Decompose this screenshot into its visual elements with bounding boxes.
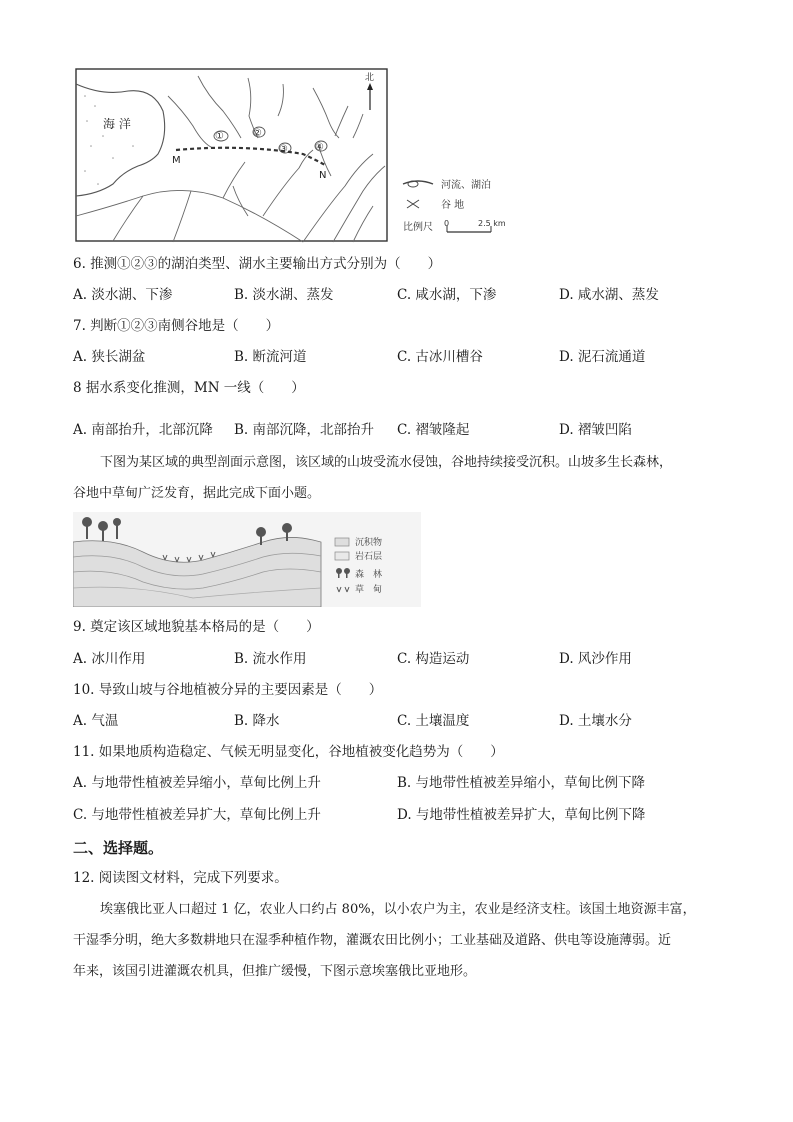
q7-option-a: A. 狭长湖盆 bbox=[73, 349, 146, 365]
q10-option-c: C. 土壤温度 bbox=[397, 713, 470, 729]
question-8-stem: 8 据水系变化推测，MN 一线（ ） bbox=[73, 380, 305, 396]
point-m-label: M bbox=[172, 155, 181, 166]
svg-text:岩石层: 岩石层 bbox=[355, 552, 383, 562]
lake-label-2: ② bbox=[253, 128, 262, 139]
q12-line-2: 干湿季分明，绝大多数耕地只在湿季种植作物，灌溉农田比例小；工业基础及道路、供电等设施薄弱。近 bbox=[73, 933, 672, 948]
q9-option-c: C. 构造运动 bbox=[397, 651, 470, 667]
rock-legend-swatch bbox=[335, 552, 349, 560]
question-12-stem: 12. 阅读图文材料，完成下列要求。 bbox=[73, 870, 288, 886]
q11-option-b: B. 与地带性植被差异缩小，草甸比例下降 bbox=[397, 775, 646, 791]
svg-text:草 甸: 草 甸 bbox=[355, 585, 383, 595]
profile-figure bbox=[73, 512, 421, 607]
svg-text:0: 0 bbox=[444, 219, 450, 228]
q11-option-c: C. 与地带性植被差异扩大，草甸比例上升 bbox=[73, 807, 321, 823]
question-6-stem: 6. 推测①②③的湖泊类型、湖水主要输出方式分别为（ ） bbox=[73, 256, 442, 272]
intro-line-2: 谷地中草甸广泛发育，据此完成下面小题。 bbox=[73, 486, 321, 501]
q8-option-a: A. 南部抬升，北部沉降 bbox=[73, 422, 213, 438]
svg-text:谷 地: 谷 地 bbox=[441, 200, 465, 211]
svg-text:河流、湖泊: 河流、湖泊 bbox=[441, 180, 491, 191]
profile-svg bbox=[73, 512, 421, 607]
svg-text:北: 北 bbox=[365, 73, 375, 83]
lake-label-1: ① bbox=[215, 131, 224, 142]
lake-label-4: ④ bbox=[315, 142, 324, 153]
q11-option-a: A. 与地带性植被差异缩小，草甸比例上升 bbox=[73, 775, 321, 791]
q12-line-3: 年来，该国引进灌溉农机具，但推广缓慢，下图示意埃塞俄比亚地形。 bbox=[73, 964, 477, 979]
svg-text:沉积物: 沉积物 bbox=[355, 538, 383, 548]
point-n-label: N bbox=[319, 170, 327, 181]
question-9-stem: 9. 奠定该区域地貌基本格局的是（ ） bbox=[73, 619, 320, 635]
q7-option-c: C. 古冰川槽谷 bbox=[397, 349, 483, 365]
drainage-map-figure bbox=[73, 66, 528, 246]
question-7-stem: 7. 判断①②③南侧谷地是（ ） bbox=[73, 318, 280, 334]
question-10-stem: 10. 导致山坡与谷地植被分异的主要因素是（ ） bbox=[73, 682, 383, 698]
q8-option-c: C. 褶皱隆起 bbox=[397, 422, 470, 438]
q9-option-a: A. 冰川作用 bbox=[73, 651, 146, 667]
sediment-legend-swatch bbox=[335, 538, 349, 546]
svg-text:森 林: 森 林 bbox=[355, 570, 383, 580]
question-11-stem: 11. 如果地质构造稳定、气候无明显变化，谷地植被变化趋势为（ ） bbox=[73, 744, 504, 760]
q11-option-d: D. 与地带性植被差异扩大，草甸比例下降 bbox=[397, 807, 646, 823]
q7-option-d: D. 泥石流通道 bbox=[559, 349, 646, 365]
q10-option-a: A. 气温 bbox=[73, 713, 119, 729]
q6-option-c: C. 咸水湖，下渗 bbox=[397, 287, 497, 303]
q9-option-d: D. 风沙作用 bbox=[559, 651, 632, 667]
q8-option-b: B. 南部沉降，北部抬升 bbox=[234, 422, 375, 438]
sea-label: 海 洋 bbox=[103, 117, 131, 131]
q6-option-a: A. 淡水湖、下渗 bbox=[73, 287, 173, 303]
q6-option-d: D. 咸水湖、蒸发 bbox=[559, 287, 659, 303]
drainage-map-svg bbox=[73, 66, 528, 246]
q8-option-d: D. 褶皱凹陷 bbox=[559, 422, 632, 438]
q9-option-b: B. 流水作用 bbox=[234, 651, 307, 667]
svg-text:2.5 km: 2.5 km bbox=[478, 219, 506, 228]
section-title: 二、选择题。 bbox=[73, 839, 164, 857]
q12-line-1: 埃塞俄比亚人口超过 1 亿，农业人口约占 80%，以小农户为主，农业是经济支柱。该国土地资源丰富， bbox=[100, 902, 696, 917]
q10-option-d: D. 土壤水分 bbox=[559, 713, 632, 729]
q6-option-b: B. 淡水湖、蒸发 bbox=[234, 287, 334, 303]
q10-option-b: B. 降水 bbox=[234, 713, 280, 729]
svg-text:比例尺: 比例尺 bbox=[403, 222, 433, 233]
intro-line-1: 下图为某区域的典型剖面示意图，该区域的山坡受流水侵蚀，谷地持续接受沉积。山坡多生长森林， bbox=[100, 455, 673, 470]
q7-option-b: B. 断流河道 bbox=[234, 349, 307, 365]
lake-label-3: ③ bbox=[279, 144, 288, 155]
